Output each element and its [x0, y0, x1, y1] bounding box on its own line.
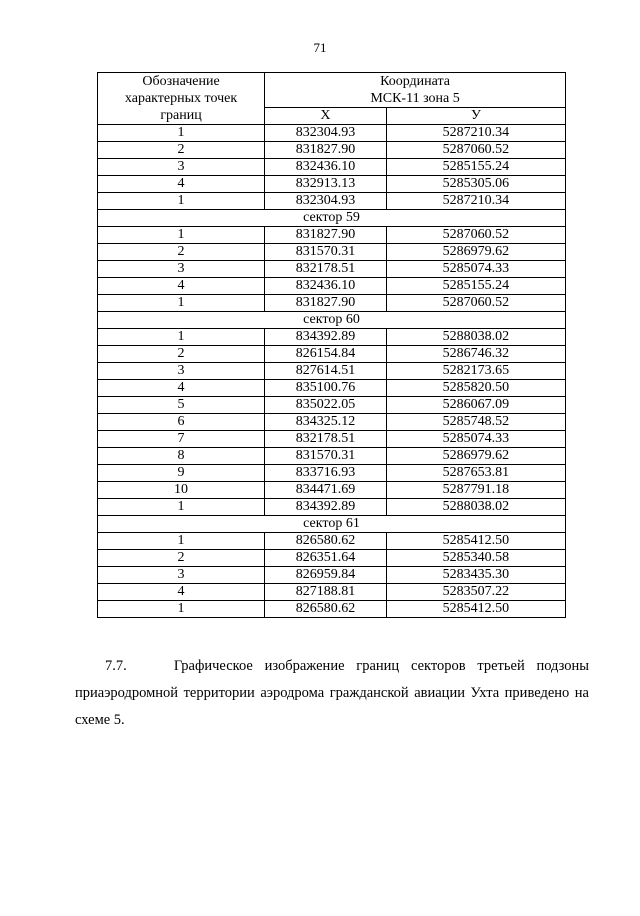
table-row — [98, 227, 566, 244]
cell-x: 835100.76 — [265, 380, 387, 397]
table-row — [98, 414, 566, 431]
cell-x: 834392.89 — [265, 499, 387, 516]
cell-point: 1 — [98, 227, 265, 244]
cell-point: 7 — [98, 431, 265, 448]
cell-y: 5285748.52 — [386, 414, 565, 431]
header-point-line: характерных точек — [124, 91, 238, 106]
cell-point: 1 — [98, 295, 265, 312]
cell-x: 827188.81 — [265, 584, 387, 601]
cell-point: 1 — [98, 533, 265, 550]
header-x: Х — [265, 108, 387, 125]
paragraph-rest: приаэродромной территории аэродрома гражданской авиации Ухта приведено на схеме 5. — [75, 685, 589, 728]
cell-x: 832436.10 — [265, 159, 387, 176]
table-row — [98, 567, 566, 584]
cell-x: 831827.90 — [265, 295, 387, 312]
paragraph-number: 7.7. — [105, 658, 127, 674]
cell-y: 5285412.50 — [386, 533, 565, 550]
table-row — [98, 346, 566, 363]
header-coordinate — [265, 73, 566, 108]
table-row — [98, 193, 566, 210]
cell-y: 5282173.65 — [386, 363, 565, 380]
header-coordinate-system: МСК-11 зона 5 — [370, 91, 460, 106]
sector-row — [98, 210, 566, 227]
cell-x: 832436.10 — [265, 278, 387, 295]
cell-x: 835022.05 — [265, 397, 387, 414]
cell-y: 5286746.32 — [386, 346, 565, 363]
cell-x: 831827.90 — [265, 227, 387, 244]
cell-x: 831827.90 — [265, 142, 387, 159]
cell-y: 5285155.24 — [386, 278, 565, 295]
table-row — [98, 278, 566, 295]
cell-point: 4 — [98, 584, 265, 601]
cell-x: 833716.93 — [265, 465, 387, 482]
table-row — [98, 482, 566, 499]
cell-x: 832178.51 — [265, 431, 387, 448]
cell-point: 2 — [98, 346, 265, 363]
cell-x: 834471.69 — [265, 482, 387, 499]
cell-y: 5285155.24 — [386, 159, 565, 176]
cell-point: 3 — [98, 363, 265, 380]
cell-y: 5287210.34 — [386, 193, 565, 210]
cell-point: 4 — [98, 278, 265, 295]
table-row — [98, 125, 566, 142]
cell-y: 5283507.22 — [386, 584, 565, 601]
cell-point: 2 — [98, 550, 265, 567]
table-row — [98, 380, 566, 397]
table-row — [98, 176, 566, 193]
cell-y: 5286067.09 — [386, 397, 565, 414]
cell-x: 826154.84 — [265, 346, 387, 363]
cell-point: 1 — [98, 499, 265, 516]
cell-point: 3 — [98, 567, 265, 584]
cell-x: 832913.13 — [265, 176, 387, 193]
header-y: У — [386, 108, 565, 125]
table-row — [98, 584, 566, 601]
cell-x: 826351.64 — [265, 550, 387, 567]
cell-y: 5285412.50 — [386, 601, 565, 618]
cell-x: 832178.51 — [265, 261, 387, 278]
table-row — [98, 363, 566, 380]
cell-x: 831570.31 — [265, 244, 387, 261]
paragraph-7-7 — [75, 653, 589, 734]
cell-point: 10 — [98, 482, 265, 499]
cell-y: 5286979.62 — [386, 448, 565, 465]
cell-point: 5 — [98, 397, 265, 414]
cell-y: 5287060.52 — [386, 295, 565, 312]
table-row — [98, 448, 566, 465]
table-body — [98, 125, 566, 618]
cell-point: 8 — [98, 448, 265, 465]
cell-x: 826580.62 — [265, 601, 387, 618]
sector-row — [98, 312, 566, 329]
cell-x: 832304.93 — [265, 125, 387, 142]
coordinates-table — [97, 72, 566, 618]
cell-x: 832304.93 — [265, 193, 387, 210]
sector-row — [98, 516, 566, 533]
cell-point: 4 — [98, 380, 265, 397]
cell-point: 1 — [98, 193, 265, 210]
cell-y: 5285074.33 — [386, 431, 565, 448]
cell-x: 826580.62 — [265, 533, 387, 550]
cell-point: 6 — [98, 414, 265, 431]
table-row — [98, 550, 566, 567]
header-coordinate-line: Координата — [380, 74, 450, 89]
cell-y: 5287791.18 — [386, 482, 565, 499]
cell-y: 5288038.02 — [386, 329, 565, 346]
paragraph-line1: Графическое изображение границ секторов третьей подзоны — [173, 658, 590, 674]
cell-y: 5287210.34 — [386, 125, 565, 142]
table-row — [98, 159, 566, 176]
cell-point: 9 — [98, 465, 265, 482]
cell-y: 5287060.52 — [386, 227, 565, 244]
cell-x: 827614.51 — [265, 363, 387, 380]
cell-x: 826959.84 — [265, 567, 387, 584]
cell-y: 5285340.58 — [386, 550, 565, 567]
table-row — [98, 431, 566, 448]
sector-label: сектор 61 — [98, 516, 566, 533]
paragraph-first-line — [75, 653, 589, 680]
table-row — [98, 465, 566, 482]
cell-x: 834325.12 — [265, 414, 387, 431]
table-row — [98, 533, 566, 550]
header-point-line: границ — [160, 108, 202, 123]
cell-point: 4 — [98, 176, 265, 193]
cell-point: 1 — [98, 125, 265, 142]
cell-y: 5285820.50 — [386, 380, 565, 397]
cell-y: 5283435.30 — [386, 567, 565, 584]
table-row — [98, 329, 566, 346]
cell-point: 2 — [98, 142, 265, 159]
page-number: 71 — [313, 40, 327, 55]
cell-point: 2 — [98, 244, 265, 261]
cell-x: 834392.89 — [265, 329, 387, 346]
cell-point: 3 — [98, 261, 265, 278]
table-row — [98, 397, 566, 414]
table-row — [98, 601, 566, 618]
header-point-designation — [98, 73, 265, 125]
cell-x: 831570.31 — [265, 448, 387, 465]
cell-y: 5287060.52 — [386, 142, 565, 159]
header-point-line: Обозначение — [142, 74, 220, 89]
cell-y: 5286979.62 — [386, 244, 565, 261]
cell-y: 5288038.02 — [386, 499, 565, 516]
cell-point: 3 — [98, 159, 265, 176]
sector-label: сектор 60 — [98, 312, 566, 329]
sector-label: сектор 59 — [98, 210, 566, 227]
table-row — [98, 499, 566, 516]
table-row — [98, 142, 566, 159]
cell-point: 1 — [98, 601, 265, 618]
cell-point: 1 — [98, 329, 265, 346]
cell-y: 5285074.33 — [386, 261, 565, 278]
table-row — [98, 295, 566, 312]
cell-y: 5285305.06 — [386, 176, 565, 193]
cell-y: 5287653.81 — [386, 465, 565, 482]
table-row — [98, 261, 566, 278]
table-row — [98, 244, 566, 261]
